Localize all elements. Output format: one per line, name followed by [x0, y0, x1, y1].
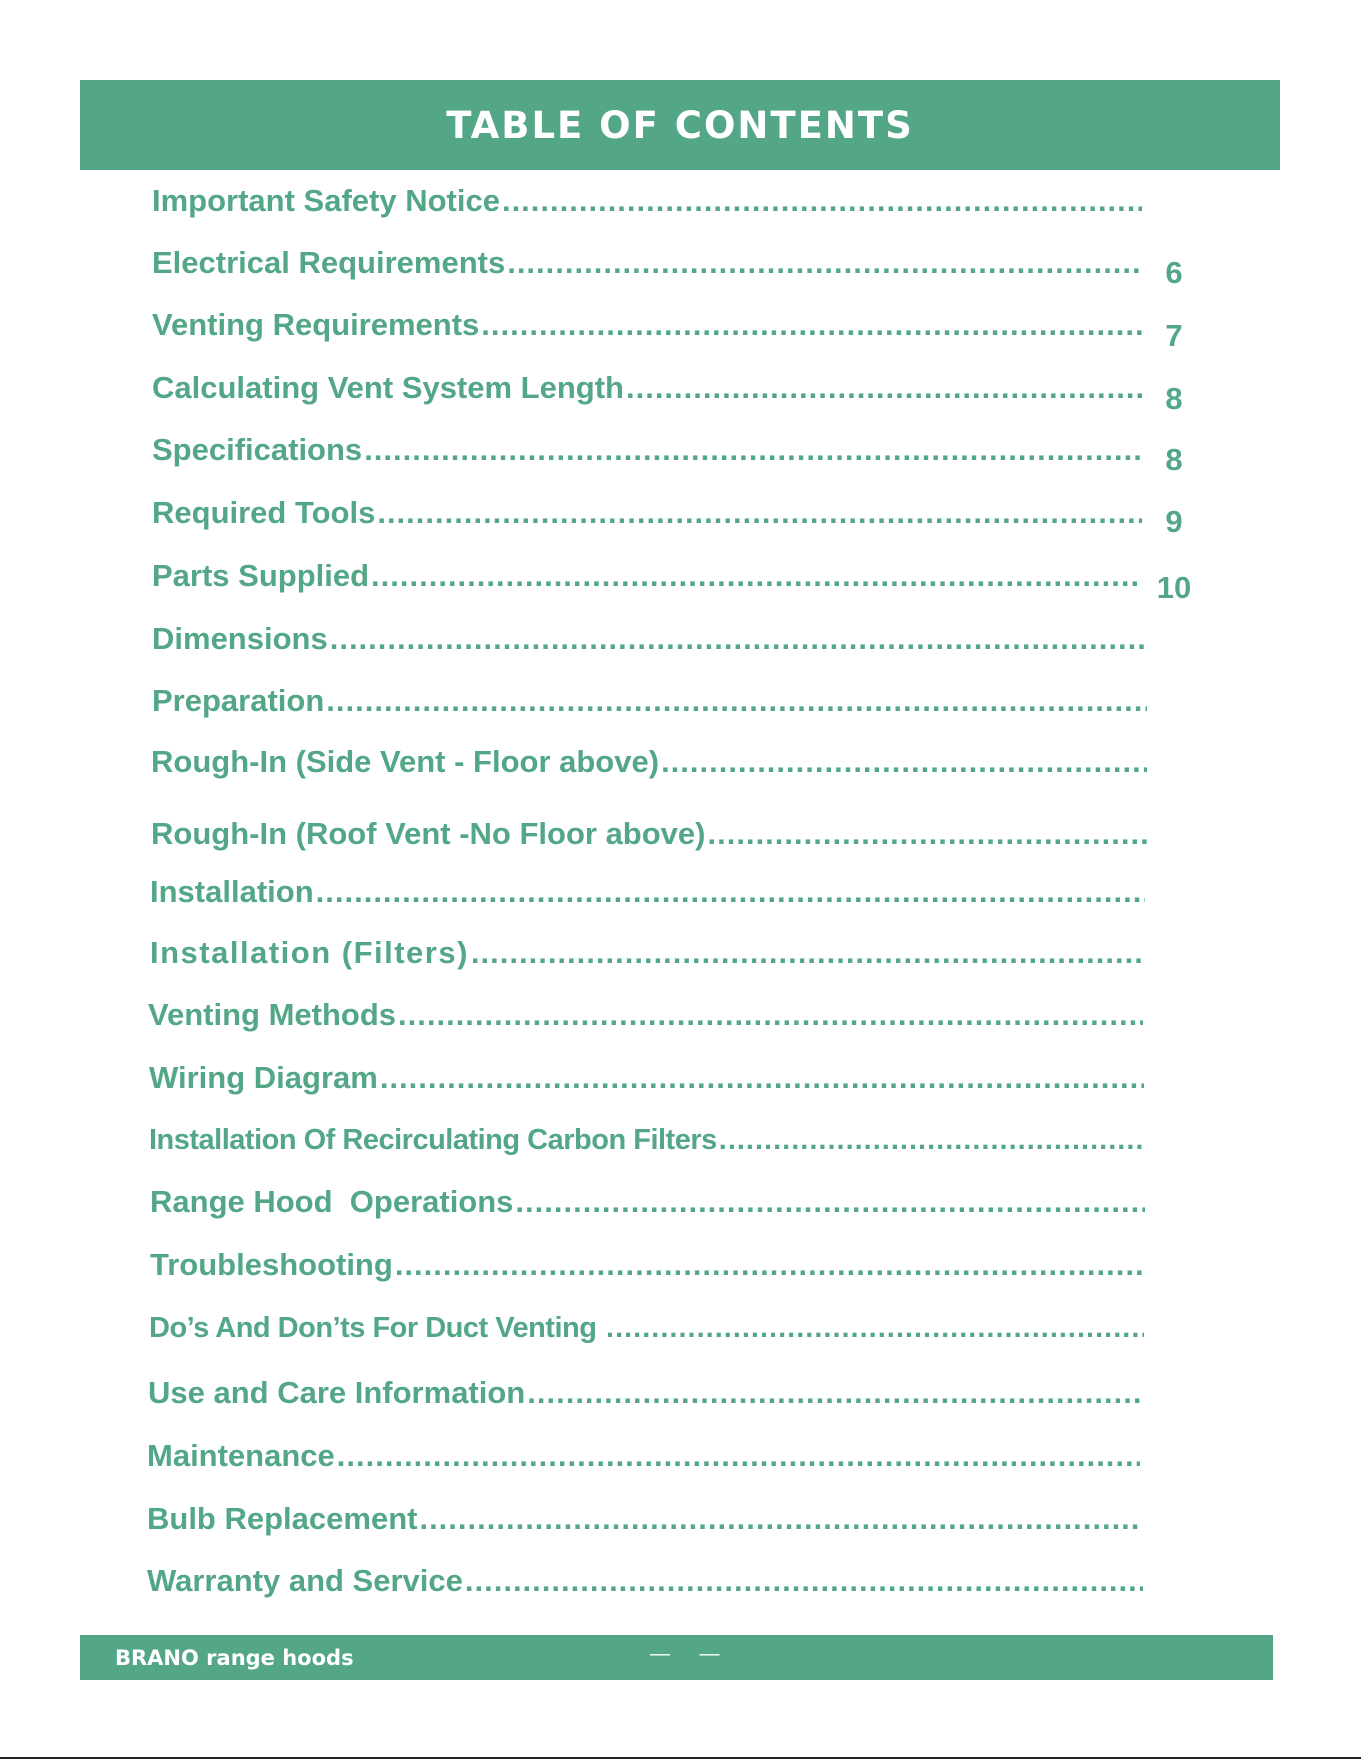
- toc-entry-title: Parts Supplied: [152, 558, 370, 593]
- toc-dot-leader: [515, 1184, 1145, 1220]
- toc-entry-title: Wiring Diagram: [149, 1060, 378, 1095]
- toc-entry-title: Venting Requirements: [152, 307, 480, 342]
- toc-entry[interactable]: [147, 1563, 1143, 1603]
- toc-dot-leader: [481, 307, 1142, 343]
- toc-dot-leader: [364, 432, 1142, 468]
- toc-entry-title: Use and Care Information: [148, 1375, 526, 1410]
- toc-entry[interactable]: [152, 432, 1142, 472]
- toc-dot-leader: [419, 1501, 1140, 1537]
- toc-entry[interactable]: [152, 495, 1142, 535]
- toc-entry-title: Dimensions: [152, 621, 328, 656]
- toc-entry[interactable]: [150, 1247, 1145, 1287]
- toc-dot-leader: [316, 874, 1145, 910]
- toc-header-bar: [80, 80, 1280, 170]
- toc-entry-title: Bulb Replacement: [147, 1501, 418, 1536]
- toc-entry-title: Range Hood Operations: [150, 1184, 514, 1219]
- toc-dot-leader: [507, 245, 1142, 281]
- toc-dot-leader: [337, 1438, 1140, 1474]
- toc-entry-title: Important Safety Notice: [152, 183, 500, 218]
- toc-entry-title: Electrical Requirements: [152, 245, 506, 280]
- toc-entry[interactable]: [152, 683, 1147, 723]
- toc-entry[interactable]: [149, 1060, 1144, 1100]
- toc-entry-page: 9: [1165, 504, 1183, 539]
- toc-dot-leader: [465, 1563, 1143, 1599]
- toc-entry-title: Required Tools: [152, 495, 376, 530]
- toc-entry[interactable]: [150, 935, 1145, 975]
- toc-entry-page: 7: [1165, 318, 1183, 353]
- toc-entry[interactable]: [147, 1501, 1140, 1541]
- footer-brand: BRANO range hoods: [115, 1646, 354, 1670]
- toc-entry[interactable]: [148, 1375, 1143, 1415]
- toc-entry-title: Maintenance: [147, 1438, 335, 1473]
- toc-entry-page: 8: [1165, 381, 1183, 416]
- toc-entry[interactable]: [152, 558, 1142, 598]
- page-title: TABLE OF CONTENTS: [446, 103, 914, 147]
- toc-dot-leader: [527, 1375, 1143, 1411]
- footer-page-mark: — —: [650, 1643, 732, 1665]
- toc-dot-leader: [377, 495, 1142, 531]
- toc-entry[interactable]: [149, 1312, 1144, 1352]
- toc-entry[interactable]: [152, 183, 1142, 223]
- toc-entry-title: Preparation: [152, 683, 325, 718]
- toc-entry-title: Troubleshooting: [150, 1247, 393, 1282]
- toc-entry[interactable]: [147, 1438, 1140, 1478]
- toc-entry-title: Specifications: [152, 432, 363, 467]
- footer-bar: [80, 1635, 1273, 1680]
- toc-entry[interactable]: [151, 816, 1147, 856]
- toc-entry-page: 6: [1165, 255, 1183, 290]
- toc-dot-leader: [471, 935, 1145, 971]
- toc-entry[interactable]: [152, 307, 1142, 347]
- bottom-rule: [0, 1757, 1361, 1759]
- toc-dot-leader: [380, 1060, 1144, 1096]
- toc-entry-title: Warranty and Service: [147, 1563, 463, 1598]
- toc-entry[interactable]: [149, 1124, 1144, 1164]
- toc-dot-leader: [708, 816, 1148, 852]
- toc-dot-leader: [661, 744, 1147, 780]
- toc-entry-page: 10: [1156, 570, 1192, 605]
- toc-dot-leader: [371, 558, 1142, 594]
- toc-entry[interactable]: [152, 621, 1147, 661]
- toc-entry-title: Rough-In (Side Vent - Floor above): [151, 744, 660, 779]
- toc-entry-title: Do’s And Don’ts For Duct Venting: [149, 1312, 605, 1344]
- toc-entry-title: Venting Methods: [148, 997, 396, 1032]
- toc-entry[interactable]: [148, 997, 1143, 1037]
- toc-entry[interactable]: [152, 245, 1142, 285]
- toc-entry[interactable]: [150, 874, 1145, 914]
- toc-dot-leader: [719, 1124, 1144, 1157]
- toc-entry[interactable]: [150, 1184, 1145, 1224]
- toc-dot-leader: [395, 1247, 1145, 1283]
- toc-dot-leader: [398, 997, 1143, 1033]
- toc-entry-title: Rough-In (Roof Vent -No Floor above): [151, 816, 706, 851]
- toc-entry[interactable]: [151, 744, 1147, 784]
- toc-entry-page: 8: [1165, 442, 1183, 477]
- toc-entry-title: Installation Of Recirculating Carbon Filters: [149, 1124, 717, 1156]
- toc-dot-leader: [606, 1312, 1144, 1345]
- toc-dot-leader: [502, 183, 1142, 219]
- toc-dot-leader: [326, 683, 1147, 719]
- toc-dot-leader: [626, 370, 1142, 406]
- toc-entry[interactable]: [152, 370, 1142, 410]
- toc-entry-title: Installation: [150, 874, 314, 909]
- toc-dot-leader: [330, 621, 1147, 657]
- toc-entry-title: Installation (Filters): [150, 935, 469, 970]
- toc-entry-title: Calculating Vent System Length: [152, 370, 624, 405]
